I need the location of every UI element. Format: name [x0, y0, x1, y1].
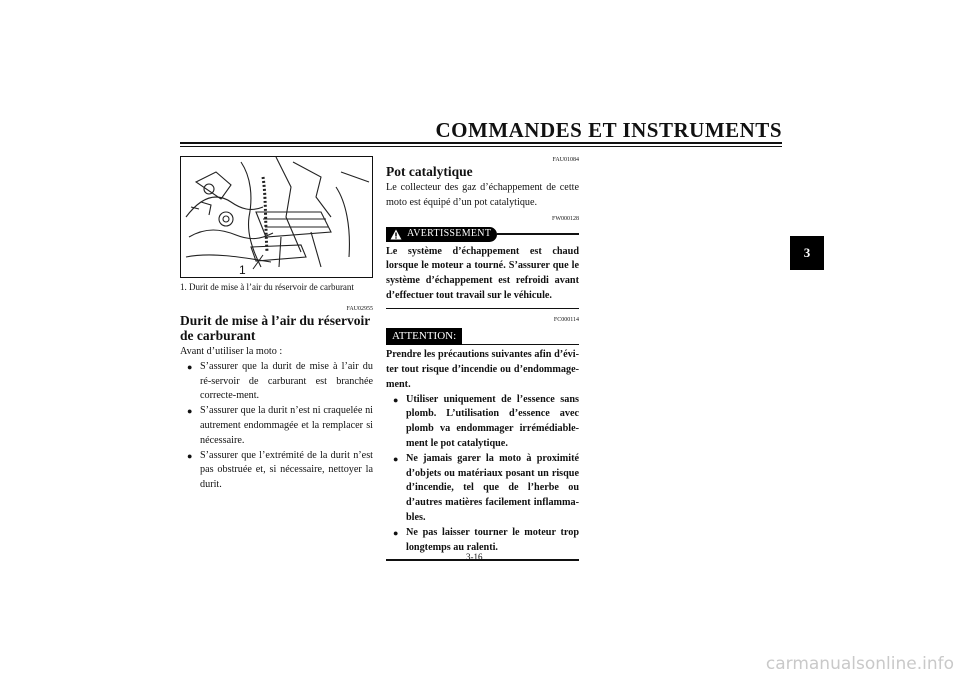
engine-illustration	[181, 157, 373, 278]
list-item: ● Ne pas laisser tourner le moteur trop longtemps au ralenti.	[393, 526, 579, 553]
fuel-hose-figure	[180, 156, 373, 278]
bullet-list	[180, 360, 373, 493]
bullet-icon: ●	[187, 450, 193, 461]
section-heading-catalytic: Pot catalytique	[386, 164, 473, 179]
bullet-icon: ●	[393, 527, 399, 538]
list-item: ● S’assurer que l’extrémité de la durit n’est pas obstruée et, si nécessaire, nettoyer la durit.	[187, 449, 373, 491]
list-item: ● S’assurer que la durit n’est ni craquelée ni autrement endommagée et la remplacer si nécessaire.	[187, 405, 373, 446]
list-item: ● Ne jamais garer la moto à proximité d’objets ou matériaux posant un risque d’incendie, tel que de l’herbe ou d’autres matières facilement inflamma-bles.	[393, 452, 579, 524]
warning-header	[386, 227, 579, 242]
attention-badge: ATTENTION:	[386, 328, 462, 345]
bullet-icon: ●	[187, 361, 193, 372]
bullet-icon: ●	[187, 406, 193, 417]
right-column	[386, 156, 579, 561]
figure-callout-1: 1	[239, 263, 246, 277]
attention-header	[386, 328, 579, 345]
section-heading-fuel-hose: Durit de mise à l’air du réservoir de carburant	[180, 313, 370, 343]
header-title: COMMANDES ET INSTRUMENTS	[435, 118, 782, 142]
attention-intro: Prendre les précautions suivantes afin d’évi-ter tout risque d’incendie ou d’endommage-ment.	[386, 349, 579, 390]
left-column	[180, 156, 373, 493]
warning-end-rule	[386, 308, 579, 310]
section-tab: 3	[790, 236, 824, 270]
header-rule-top	[180, 142, 782, 144]
attention-list	[386, 393, 579, 556]
intro-text: Le collecteur des gaz d’échappement de cette moto est équipé d’un pot catalytique.	[386, 182, 579, 208]
section-code: FAU01084	[552, 157, 579, 163]
bullet-icon: ●	[393, 453, 399, 464]
header-rule-bottom	[180, 146, 782, 147]
figure-caption: 1. Durit de mise à l’air du réservoir de carburant	[180, 282, 354, 292]
warning-text: Le système d’échappement est chaud lorsque le moteur a tourné. S’assurer que le système d’échappement est refroidi avant d’effectuer tout travail sur le véhicule.	[386, 245, 579, 301]
section-code: FAU02955	[346, 306, 373, 312]
bullet-icon: ●	[393, 394, 399, 405]
page-number: 3-16	[466, 552, 483, 562]
intro-text: Avant d’utiliser la moto :	[180, 346, 283, 357]
warning-triangle-icon	[390, 229, 402, 240]
list-item: ● S’assurer que la durit de mise à l’air du ré-servoir de carburant est branchée correcte-ment.	[187, 360, 373, 402]
attention-rule	[462, 344, 579, 346]
watermark: carmanualsonline.info	[765, 654, 954, 674]
warning-code: FW000128	[552, 215, 579, 222]
warning-rule	[497, 233, 579, 235]
attention-code: FC000114	[553, 317, 579, 324]
warning-badge: AVERTISSEMENT	[386, 227, 497, 242]
list-item: ● Utiliser uniquement de l’essence sans plomb. L’utilisation d’essence avec plomb va endommager irrémédiable-ment le pot catalytique.	[393, 393, 579, 450]
